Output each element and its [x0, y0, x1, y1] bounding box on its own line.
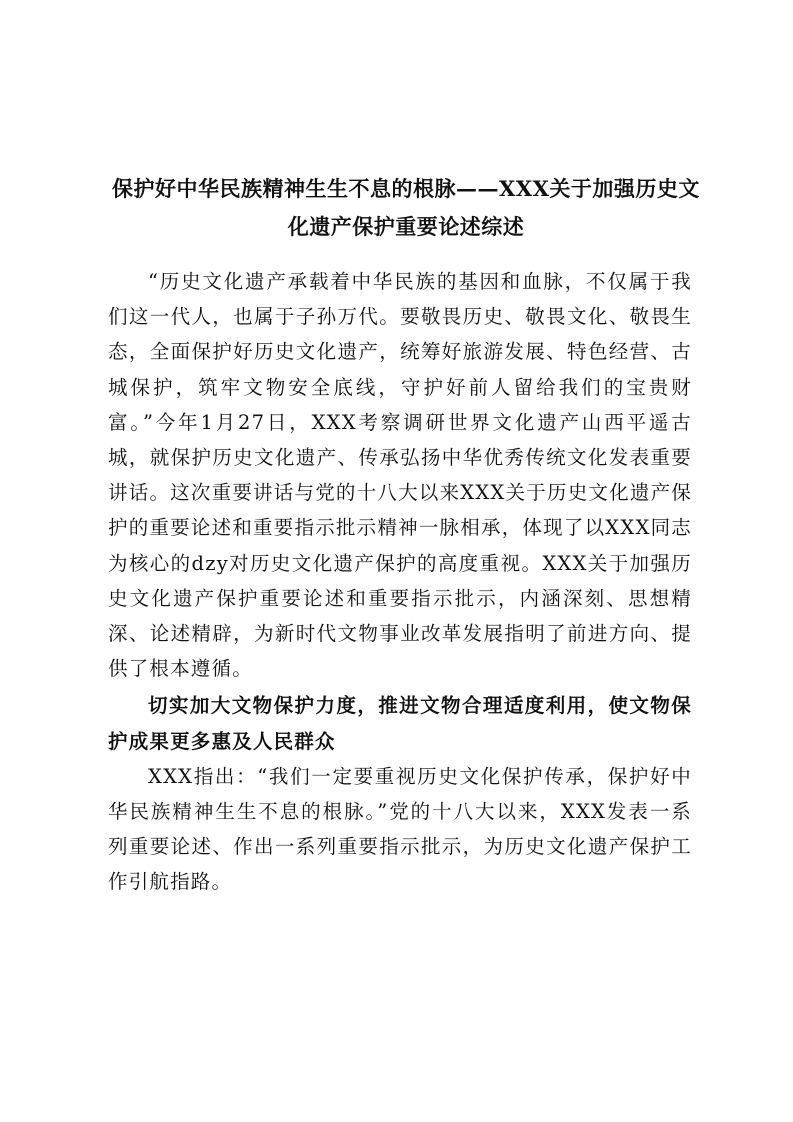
section-paragraph: XXX指出：“我们一定要重视历史文化保护传承，保护好中华民族精神生生不息的根脉。”党的十八大以来，XXX发表一系列重要论述、作出一系列重要指示批示，为历史文化遗产保护工作引航指路。: [108, 764, 692, 894]
document-body: [108, 264, 692, 900]
section-heading: 切实加大文物保护力度，推进文物合理适度利用，使文物保护成果更多惠及人民群众: [108, 694, 692, 753]
document-title: 保护好中华民族精神生生不息的根脉——XXX关于加强历史文化遗产保护重要论述综述: [112, 176, 700, 239]
intro-paragraph: “历史文化遗产承载着中华民族的基因和血脉，不仅属于我们这一代人，也属于子孙万代。要敬畏历史、敬畏文化、敬畏生态，全面保护好历史文化遗产，统筹好旅游发展、特色经营、古城保护，筑牢文物安全底线，守护好前人留给我们的宝贵财富。”今年1月27日，XXX考察调研世界文化遗产山西平遥古城，就保护历史文化遗产、传承弘扬中华优秀传统文化发表重要讲话。这次重要讲话与党的十八大以来XXX关于历史文化遗产保护的重要论述和重要指示批示精神一脉相承，体现了以XXX同志为核心的dzy对历史文化遗产保护的高度重视。XXX关于加强历史文化遗产保护重要论述和重要指示批示，内涵深刻、思想精深、论述精辟，为新时代文物事业改革发展指明了前进方向、提供了根本遵循。: [108, 270, 692, 681]
